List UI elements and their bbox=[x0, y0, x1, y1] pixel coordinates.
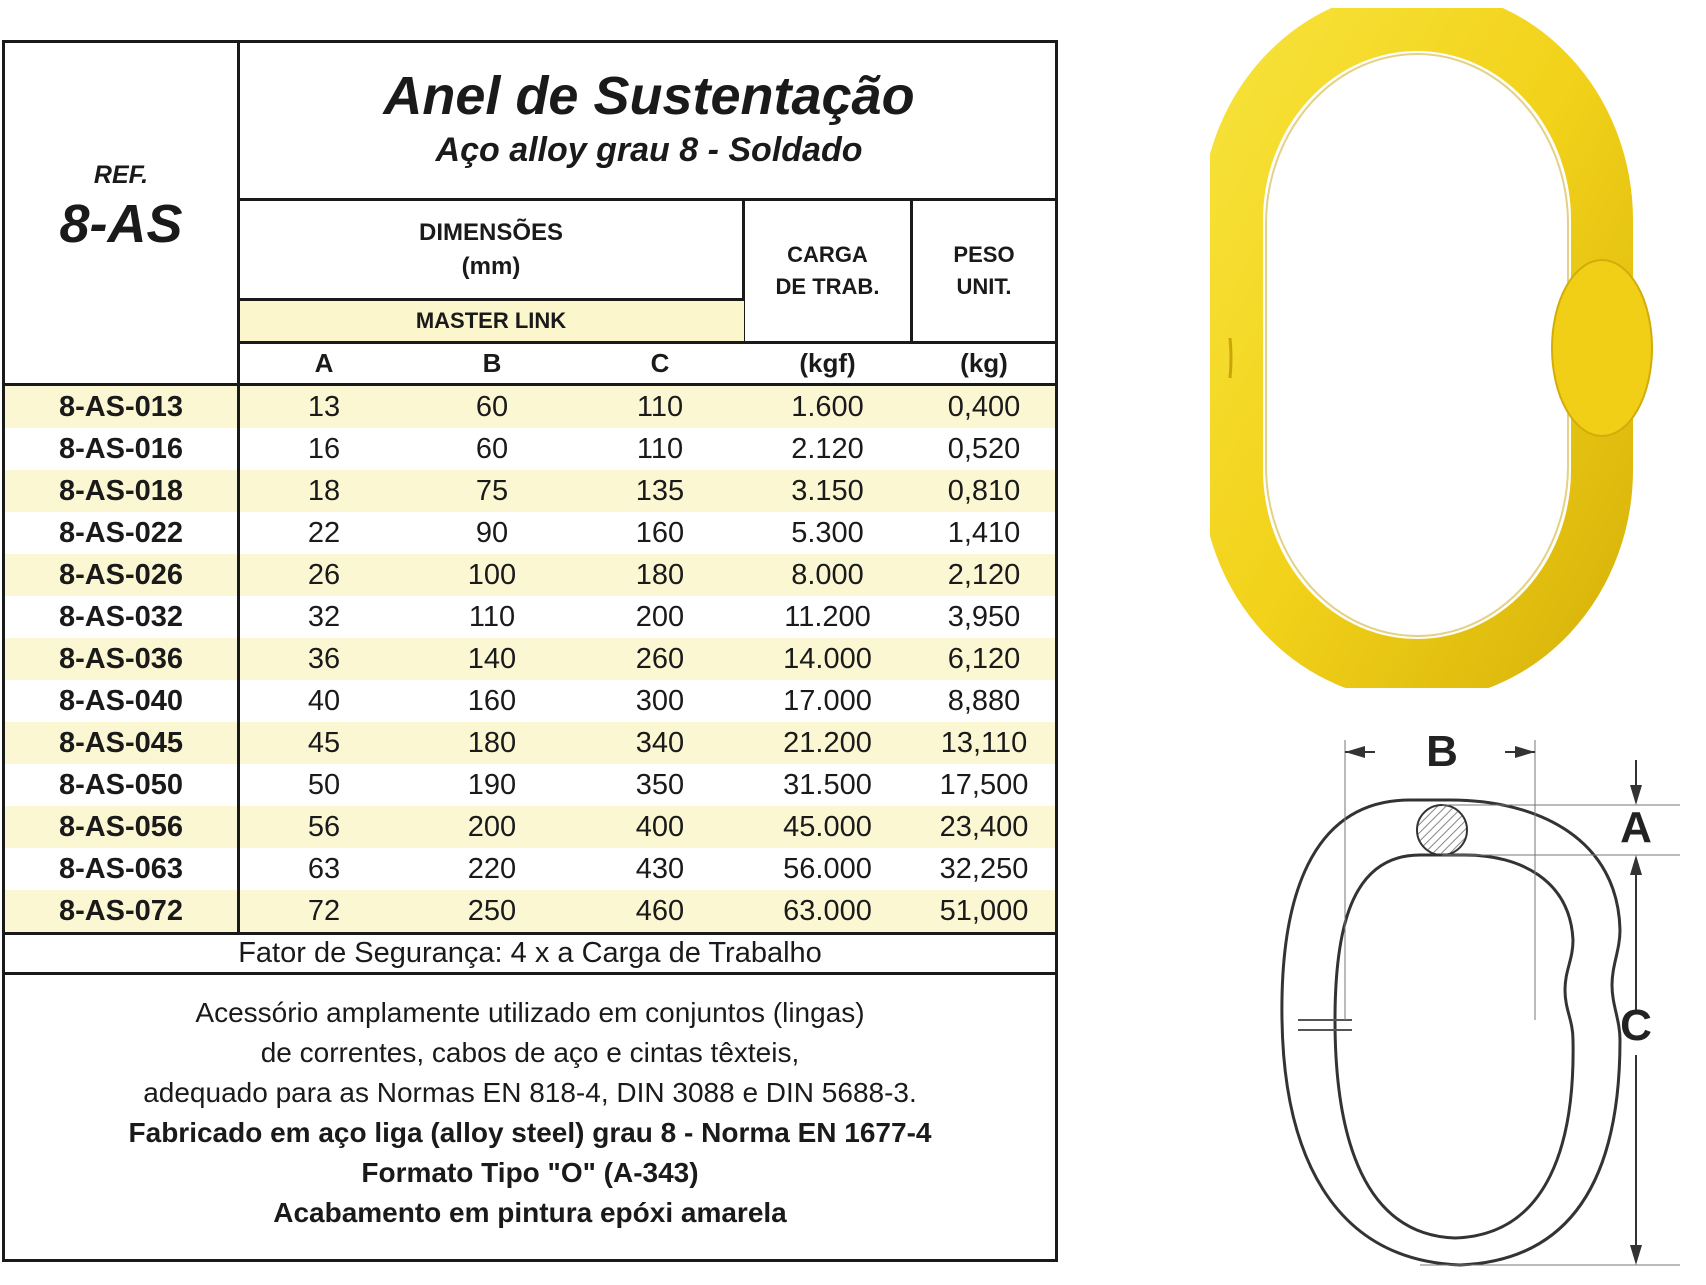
row-a: 63 bbox=[307, 852, 341, 885]
row-b: 220 bbox=[467, 852, 517, 885]
link-outer-ring bbox=[1232, 20, 1602, 670]
row-a: 32 bbox=[307, 600, 341, 633]
row-weight: 13,110 bbox=[940, 726, 1028, 759]
col-weight-header: (kg) bbox=[960, 348, 1008, 378]
col-a-header: A bbox=[314, 348, 334, 378]
page-subtitle: Aço alloy grau 8 - Soldado bbox=[435, 131, 863, 169]
dimension-diagram bbox=[1260, 720, 1700, 1280]
description-line: de correntes, cabos de aço e cintas têxteis, bbox=[260, 1037, 800, 1068]
row-load: 5.300 bbox=[791, 516, 864, 549]
load-label: CARGA bbox=[787, 242, 868, 267]
table-row bbox=[5, 848, 1055, 890]
weight-label: PESO bbox=[953, 242, 1015, 267]
row-b: 200 bbox=[467, 810, 517, 843]
table-row bbox=[5, 596, 1055, 638]
ref-label: REF. bbox=[93, 161, 149, 189]
row-load: 21.200 bbox=[783, 726, 872, 759]
row-load: 45.000 bbox=[783, 810, 872, 843]
row-a: 36 bbox=[307, 642, 341, 675]
row-weight: 0,810 bbox=[947, 474, 1021, 507]
table-row bbox=[5, 554, 1055, 596]
row-a: 72 bbox=[307, 894, 341, 927]
row-a: 56 bbox=[307, 810, 341, 843]
link-inner-edge bbox=[1266, 54, 1568, 636]
master-link-photo bbox=[1210, 8, 1700, 688]
description-line: Acessório amplamente utilizado em conjuntos (lingas) bbox=[195, 997, 865, 1028]
row-a: 40 bbox=[307, 684, 341, 717]
row-b: 180 bbox=[467, 726, 517, 759]
description-line: Fabricado em aço liga (alloy steel) grau 8 - Norma EN 1677-4 bbox=[128, 1117, 932, 1148]
description-line: Formato Tipo "O" (A-343) bbox=[361, 1157, 699, 1188]
row-weight: 3,950 bbox=[947, 600, 1021, 633]
row-load: 3.150 bbox=[791, 474, 864, 507]
row-weight: 2,120 bbox=[947, 558, 1021, 591]
row-load: 2.120 bbox=[791, 432, 864, 465]
row-ref: 8-AS-056 bbox=[58, 810, 184, 843]
col-b-header: B bbox=[482, 348, 502, 378]
row-load: 31.500 bbox=[783, 768, 872, 801]
col-load-header: (kgf) bbox=[799, 348, 856, 378]
spec-table bbox=[2, 40, 1058, 1262]
table-row bbox=[5, 512, 1055, 554]
row-ref: 8-AS-050 bbox=[58, 768, 184, 801]
weld-bulge bbox=[1552, 260, 1652, 436]
row-a: 50 bbox=[307, 768, 341, 801]
col-c-header: C bbox=[650, 348, 670, 378]
table-row bbox=[5, 638, 1055, 680]
row-c: 160 bbox=[635, 516, 685, 549]
description-line: Acabamento em pintura epóxi amarela bbox=[273, 1197, 787, 1228]
row-ref: 8-AS-018 bbox=[58, 474, 184, 507]
table-row bbox=[5, 680, 1055, 722]
row-weight: 8,880 bbox=[947, 684, 1021, 717]
divider bbox=[5, 972, 1055, 975]
row-ref: 8-AS-016 bbox=[58, 432, 184, 465]
table-row bbox=[5, 386, 1055, 428]
row-c: 340 bbox=[635, 726, 685, 759]
row-load: 8.000 bbox=[791, 558, 864, 591]
row-c: 260 bbox=[635, 642, 685, 675]
row-a: 45 bbox=[307, 726, 341, 759]
row-b: 160 bbox=[467, 684, 517, 717]
row-a: 18 bbox=[307, 474, 341, 507]
section-circle bbox=[1417, 805, 1467, 855]
row-b: 75 bbox=[475, 474, 509, 507]
row-b: 100 bbox=[467, 558, 517, 591]
row-c: 460 bbox=[635, 894, 685, 927]
row-b: 90 bbox=[475, 516, 509, 549]
row-ref: 8-AS-040 bbox=[58, 684, 184, 717]
row-c: 180 bbox=[635, 558, 685, 591]
row-ref: 8-AS-022 bbox=[58, 516, 184, 549]
load-label-2: DE TRAB. bbox=[775, 274, 880, 299]
row-ref: 8-AS-072 bbox=[58, 894, 184, 927]
weight-label-2: UNIT. bbox=[956, 274, 1012, 299]
safety-note: Fator de Segurança: 4 x a Carga de Trabalho bbox=[238, 937, 822, 969]
link-outline-inner bbox=[1335, 855, 1573, 1238]
row-ref: 8-AS-032 bbox=[58, 600, 184, 633]
table-row bbox=[5, 764, 1055, 806]
row-ref: 8-AS-045 bbox=[58, 726, 184, 759]
dim-label-a: A bbox=[1620, 803, 1652, 852]
row-weight: 51,000 bbox=[939, 894, 1029, 927]
row-c: 110 bbox=[636, 432, 684, 465]
dim-label-b: B bbox=[1426, 727, 1458, 776]
row-ref: 8-AS-063 bbox=[58, 852, 184, 885]
load-header bbox=[745, 201, 910, 341]
row-c: 400 bbox=[635, 810, 685, 843]
row-load: 17.000 bbox=[783, 684, 872, 717]
row-c: 350 bbox=[635, 768, 685, 801]
row-c: 300 bbox=[635, 684, 685, 717]
link-outline-outer bbox=[1282, 800, 1620, 1265]
row-ref: 8-AS-026 bbox=[58, 558, 184, 591]
row-b: 110 bbox=[468, 600, 516, 633]
weight-header bbox=[913, 201, 1055, 341]
row-b: 60 bbox=[475, 390, 509, 423]
row-ref: 8-AS-013 bbox=[58, 390, 184, 423]
row-weight: 23,400 bbox=[939, 810, 1029, 843]
row-weight: 1,410 bbox=[947, 516, 1021, 549]
table-row bbox=[5, 890, 1055, 932]
row-a: 13 bbox=[307, 390, 341, 423]
row-load: 56.000 bbox=[783, 852, 872, 885]
row-weight: 0,400 bbox=[947, 390, 1021, 423]
dimensions-unit: (mm) bbox=[461, 253, 521, 280]
row-b: 190 bbox=[467, 768, 517, 801]
table-row bbox=[5, 428, 1055, 470]
row-a: 26 bbox=[307, 558, 341, 591]
row-load: 11.200 bbox=[784, 600, 871, 633]
dim-label-c: C bbox=[1620, 1001, 1652, 1050]
ref-code: 8-AS bbox=[59, 194, 183, 254]
dimensions-header bbox=[240, 203, 742, 297]
dimensions-label: DIMENSÕES bbox=[418, 219, 564, 246]
row-b: 140 bbox=[467, 642, 517, 675]
row-c: 200 bbox=[635, 600, 685, 633]
row-load: 14.000 bbox=[783, 642, 872, 675]
row-a: 22 bbox=[307, 516, 341, 549]
master-link-label: MASTER LINK bbox=[415, 308, 567, 333]
row-weight: 0,520 bbox=[947, 432, 1021, 465]
row-c: 430 bbox=[635, 852, 685, 885]
row-ref: 8-AS-036 bbox=[58, 642, 184, 675]
table-row bbox=[5, 806, 1055, 848]
row-c: 135 bbox=[635, 474, 685, 507]
row-b: 250 bbox=[467, 894, 517, 927]
description-line: adequado para as Normas EN 818-4, DIN 3088 e DIN 5688-3. bbox=[143, 1077, 917, 1108]
page-title: Anel de Sustentação bbox=[383, 66, 915, 126]
row-weight: 32,250 bbox=[939, 852, 1029, 885]
row-c: 110 bbox=[636, 390, 684, 423]
row-weight: 17,500 bbox=[939, 768, 1029, 801]
row-load: 1.600 bbox=[791, 390, 864, 423]
table-row bbox=[5, 722, 1055, 764]
row-load: 63.000 bbox=[783, 894, 872, 927]
row-a: 16 bbox=[307, 432, 341, 465]
row-weight: 6,120 bbox=[947, 642, 1021, 675]
row-b: 60 bbox=[475, 432, 509, 465]
table-row bbox=[5, 470, 1055, 512]
